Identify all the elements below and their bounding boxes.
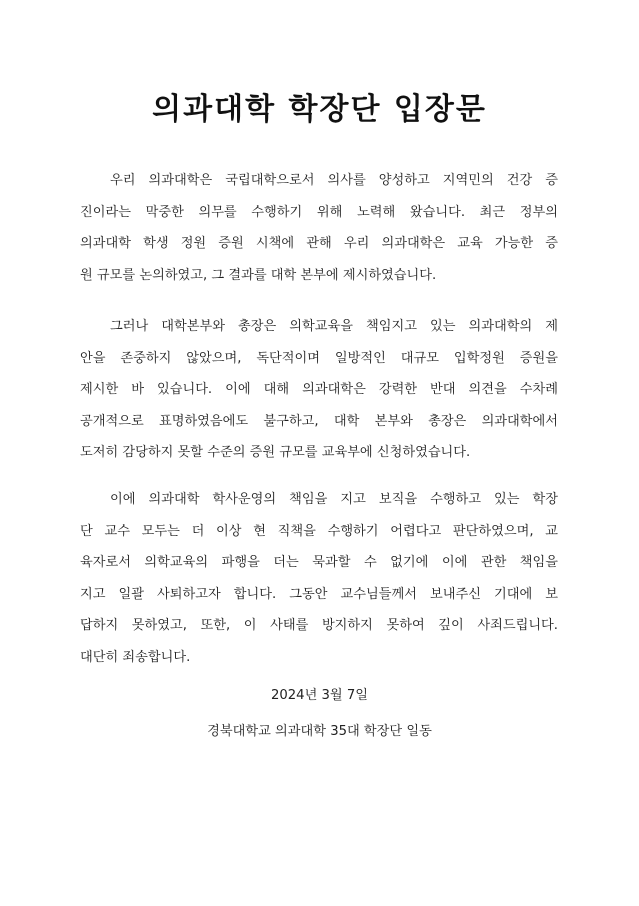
- statement-date: 2024년 3월 7일: [271, 688, 368, 703]
- paragraph-line: 원 규모를 논의하였고, 그 결과를 대학 본부에 제시하였습니다.: [80, 267, 437, 283]
- paragraph-line: 대단히 죄송합니다.: [80, 649, 191, 665]
- paragraph-line: 진이라는 막중한 의무를 수행하기 위해 노력해 왔습니다. 최근 정부의: [80, 204, 558, 220]
- paragraph-line: 제시한 바 있습니다. 이에 대해 의과대학은 강력한 반대 의견을 수차례: [80, 382, 558, 397]
- paragraph-line: 안을 존중하지 않았으며, 독단적이며 일방적인 대규모 입학정원 증원을: [80, 350, 558, 366]
- paragraph-line: 우리 의과대학은 국립대학으로서 의사를 양성하고 지역민의 건강 증: [110, 173, 558, 188]
- paragraph-1: [80, 165, 558, 291]
- paragraph-line: 의과대학 학생 정원 증원 시책에 관해 우리 의과대학은 교육 가능한 증: [80, 236, 558, 251]
- paragraph-line: 답하지 못하였고, 또한, 이 사태를 방지하지 못하여 깊이 사죄드립니다.: [80, 618, 558, 633]
- paragraph-2: [80, 311, 558, 469]
- statement-signature: 경북대학교 의과대학 35대 학장단 일동: [207, 724, 432, 739]
- paragraph-line: 이에 의과대학 학사운영의 책임을 지고 보직을 수행하고 있는 학장: [110, 492, 558, 507]
- paragraph-line: 도저히 감당하지 못할 수준의 증원 규모를 교육부에 신청하였습니다.: [80, 445, 471, 460]
- paragraph-line: 공개적으로 표명하였음에도 불구하고, 대학 본부와 총장은 의과대학에서: [80, 413, 558, 429]
- paragraph-line: 단 교수 모두는 더 이상 현 직책을 수행하기 어렵다고 판단하였으며, 교: [80, 523, 558, 539]
- paragraph-line: 육자로서 의학교육의 파행을 더는 묵과할 수 없기에 이에 관한 책임을: [80, 555, 558, 570]
- paragraph-line: 그러나 대학본부와 총장은 의학교육을 책임지고 있는 의과대학의 제: [110, 319, 558, 334]
- paragraph-3: [80, 484, 558, 673]
- page-title: 의과대학 학장단 입장문: [152, 92, 487, 127]
- paragraph-line: 지고 일괄 사퇴하고자 합니다. 그동안 교수님들께서 보내주신 기대에 보: [80, 586, 558, 602]
